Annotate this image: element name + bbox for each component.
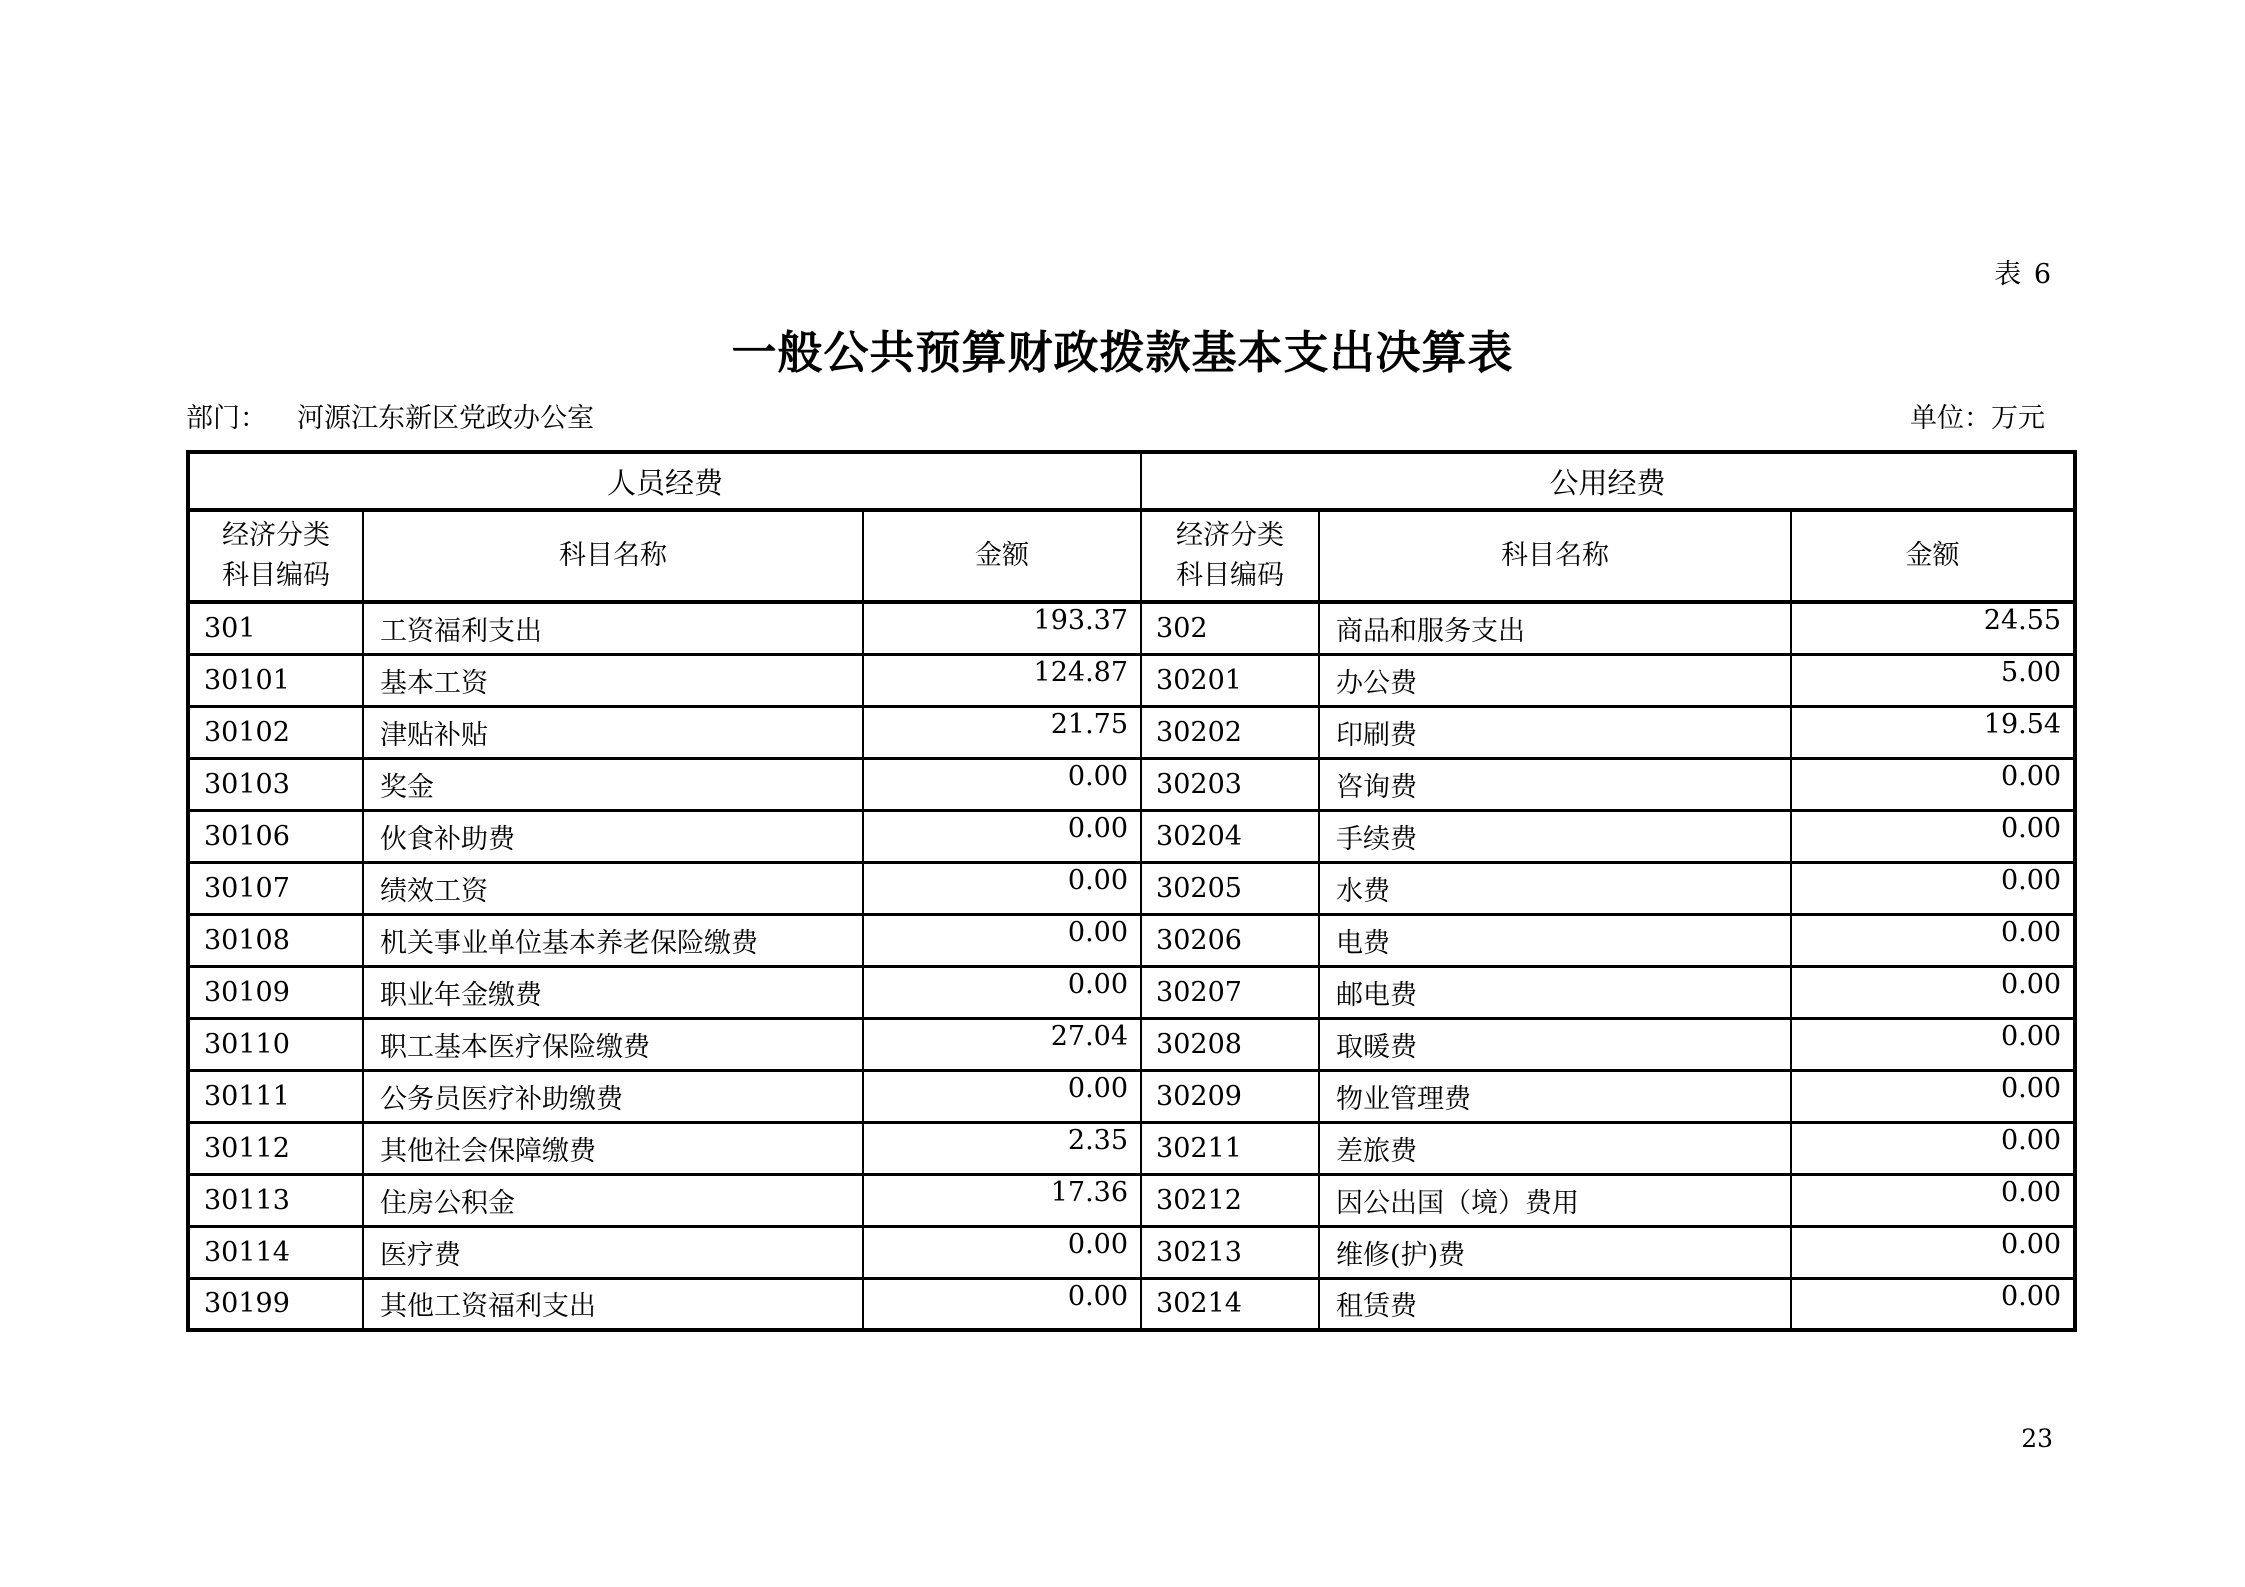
left-code-cell: 30103 — [188, 758, 363, 810]
code-header-line2: 科目编码 — [1176, 560, 1285, 591]
right-amount-cell: 0.00 — [1791, 862, 2075, 914]
right-code-cell: 30211 — [1141, 1122, 1319, 1174]
left-code-cell: 30107 — [188, 862, 363, 914]
right-code-cell: 30202 — [1141, 706, 1319, 758]
left-code-cell: 301 — [188, 602, 363, 654]
right-amount-cell: 0.00 — [1791, 1122, 2075, 1174]
left-subject-cell: 津贴补贴 — [363, 706, 863, 758]
table-row — [188, 1174, 2075, 1226]
table-row — [188, 1278, 2075, 1330]
right-code-cell: 30207 — [1141, 966, 1319, 1018]
right-amount-cell: 24.55 — [1791, 602, 2075, 654]
table-row — [188, 1226, 2075, 1278]
left-code-cell: 30112 — [188, 1122, 363, 1174]
right-code-cell: 30214 — [1141, 1278, 1319, 1330]
right-amount-cell: 5.00 — [1791, 654, 2075, 706]
left-subject-cell: 其他工资福利支出 — [363, 1278, 863, 1330]
left-subject-cell: 绩效工资 — [363, 862, 863, 914]
right-subject-cell: 因公出国（境）费用 — [1319, 1174, 1791, 1226]
right-subject-cell: 取暖费 — [1319, 1018, 1791, 1070]
right-subject-cell: 租赁费 — [1319, 1278, 1791, 1330]
right-code-cell: 30203 — [1141, 758, 1319, 810]
left-code-cell: 30113 — [188, 1174, 363, 1226]
left-subject-cell: 公务员医疗补助缴费 — [363, 1070, 863, 1122]
table-row — [188, 1018, 2075, 1070]
left-code-cell: 30111 — [188, 1070, 363, 1122]
left-amount-cell: 193.37 — [863, 602, 1141, 654]
table-row — [188, 914, 2075, 966]
right-subject-cell: 维修(护)费 — [1319, 1226, 1791, 1278]
right-subject-cell: 办公费 — [1319, 654, 1791, 706]
right-amount-cell: 0.00 — [1791, 1174, 2075, 1226]
right-code-cell: 30205 — [1141, 862, 1319, 914]
left-code-cell: 30101 — [188, 654, 363, 706]
code-header-line1: 经济分类 — [1176, 520, 1285, 551]
table-row — [188, 654, 2075, 706]
left-code-cell: 30109 — [188, 966, 363, 1018]
right-subject-cell: 差旅费 — [1319, 1122, 1791, 1174]
page-title: 一般公共预算财政拨款基本支出决算表 — [731, 327, 1514, 378]
right-code-cell: 30201 — [1141, 654, 1319, 706]
left-amount-cell: 2.35 — [863, 1122, 1141, 1174]
left-code-cell: 30106 — [188, 810, 363, 862]
group-header-row — [188, 452, 2075, 510]
table-row — [188, 758, 2075, 810]
right-subject-cell: 商品和服务支出 — [1319, 602, 1791, 654]
right-subject-cell: 手续费 — [1319, 810, 1791, 862]
left-subject-column-header: 科目名称 — [363, 510, 863, 602]
left-amount-cell: 0.00 — [863, 758, 1141, 810]
left-amount-cell: 124.87 — [863, 654, 1141, 706]
table-row — [188, 810, 2075, 862]
right-code-cell: 30213 — [1141, 1226, 1319, 1278]
left-subject-cell: 职业年金缴费 — [363, 966, 863, 1018]
right-amount-cell: 0.00 — [1791, 1278, 2075, 1330]
left-amount-column-header: 金额 — [863, 510, 1141, 602]
left-amount-cell: 0.00 — [863, 1070, 1141, 1122]
table-row — [188, 862, 2075, 914]
left-amount-cell: 0.00 — [863, 914, 1141, 966]
sheet-label: 表 6 — [1994, 259, 2053, 290]
left-amount-cell: 0.00 — [863, 1278, 1141, 1330]
left-amount-cell: 17.36 — [863, 1174, 1141, 1226]
department-name: 河源江东新区党政办公室 — [297, 403, 594, 434]
right-amount-cell: 0.00 — [1791, 758, 2075, 810]
left-code-cell: 30108 — [188, 914, 363, 966]
table-row — [188, 602, 2075, 654]
meta-row — [186, 396, 2073, 435]
right-subject-cell: 印刷费 — [1319, 706, 1791, 758]
left-amount-cell: 27.04 — [863, 1018, 1141, 1070]
table-row — [188, 1070, 2075, 1122]
right-amount-cell: 0.00 — [1791, 966, 2075, 1018]
left-subject-cell: 基本工资 — [363, 654, 863, 706]
public-funds-header: 公用经费 — [1141, 452, 2075, 510]
left-code-cell: 30110 — [188, 1018, 363, 1070]
left-subject-cell: 医疗费 — [363, 1226, 863, 1278]
left-code-column-header — [188, 510, 363, 602]
right-subject-cell: 邮电费 — [1319, 966, 1791, 1018]
right-code-cell: 30208 — [1141, 1018, 1319, 1070]
department-line — [186, 396, 594, 435]
right-amount-cell: 19.54 — [1791, 706, 2075, 758]
left-subject-cell: 伙食补助费 — [363, 810, 863, 862]
right-code-cell: 30209 — [1141, 1070, 1319, 1122]
left-subject-cell: 其他社会保障缴费 — [363, 1122, 863, 1174]
right-amount-cell: 0.00 — [1791, 1018, 2075, 1070]
right-subject-cell: 咨询费 — [1319, 758, 1791, 810]
right-subject-column-header: 科目名称 — [1319, 510, 1791, 602]
left-subject-cell: 机关事业单位基本养老保险缴费 — [363, 914, 863, 966]
right-subject-cell: 电费 — [1319, 914, 1791, 966]
left-amount-cell: 21.75 — [863, 706, 1141, 758]
left-code-cell: 30199 — [188, 1278, 363, 1330]
code-header-line1: 经济分类 — [222, 520, 330, 551]
right-amount-cell: 0.00 — [1791, 1226, 2075, 1278]
right-subject-cell: 水费 — [1319, 862, 1791, 914]
right-code-cell: 302 — [1141, 602, 1319, 654]
left-subject-cell: 奖金 — [363, 758, 863, 810]
department-label: 部门： — [186, 403, 267, 434]
left-code-cell: 30114 — [188, 1226, 363, 1278]
right-subject-cell: 物业管理费 — [1319, 1070, 1791, 1122]
column-header-row — [188, 510, 2075, 602]
left-subject-cell: 职工基本医疗保险缴费 — [363, 1018, 863, 1070]
right-amount-column-header: 金额 — [1791, 510, 2075, 602]
right-amount-cell: 0.00 — [1791, 810, 2075, 862]
left-subject-cell: 工资福利支出 — [363, 602, 863, 654]
page-number: 23 — [2021, 1424, 2053, 1453]
personnel-funds-header: 人员经费 — [188, 452, 1141, 510]
right-amount-cell: 0.00 — [1791, 1070, 2075, 1122]
left-amount-cell: 0.00 — [863, 862, 1141, 914]
right-code-cell: 30204 — [1141, 810, 1319, 862]
budget-table — [186, 450, 2077, 1332]
right-code-cell: 30212 — [1141, 1174, 1319, 1226]
right-code-column-header — [1141, 510, 1319, 602]
left-subject-cell: 住房公积金 — [363, 1174, 863, 1226]
code-header-line2: 科目编码 — [222, 560, 330, 591]
left-amount-cell: 0.00 — [863, 810, 1141, 862]
left-code-cell: 30102 — [188, 706, 363, 758]
table-row — [188, 1122, 2075, 1174]
right-code-cell: 30206 — [1141, 914, 1319, 966]
unit-label: 单位：万元 — [1910, 403, 2045, 434]
table-row — [188, 706, 2075, 758]
right-amount-cell: 0.00 — [1791, 914, 2075, 966]
left-amount-cell: 0.00 — [863, 1226, 1141, 1278]
table-row — [188, 966, 2075, 1018]
left-amount-cell: 0.00 — [863, 966, 1141, 1018]
